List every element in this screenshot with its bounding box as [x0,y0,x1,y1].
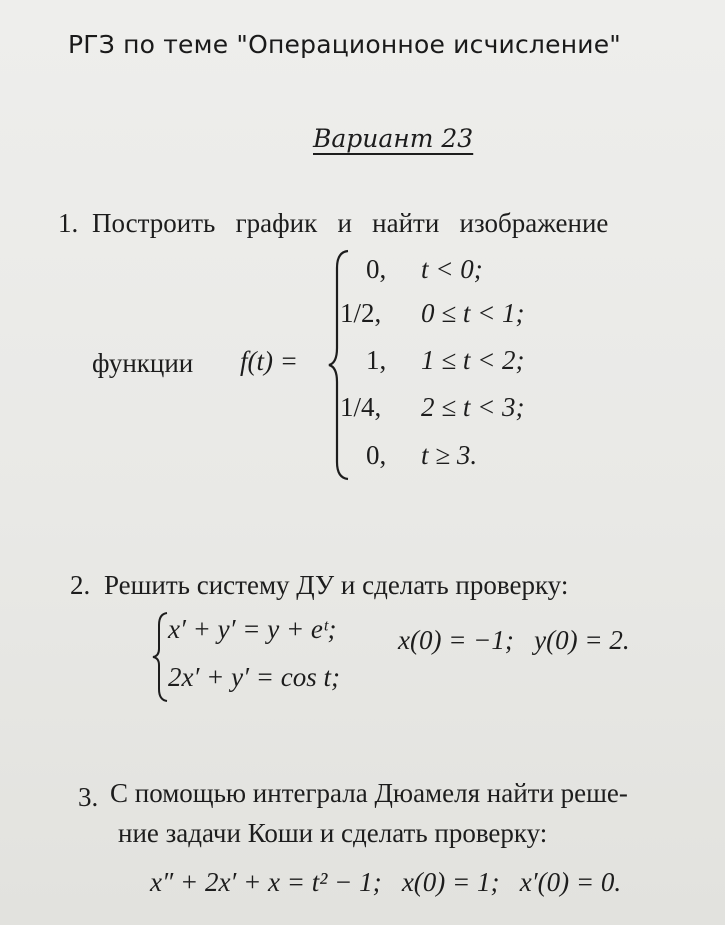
task2-initial-conditions: x(0) = −1; y(0) = 2. [398,625,630,655]
variant-heading: Вариант 23 [313,124,474,153]
task1-function-lhs: f(t) = [240,346,298,376]
task1-function-word: функции [92,348,194,378]
document-title: РГЗ по теме "Операционное исчисление" [68,30,621,59]
case-value: 0, [366,440,387,470]
task3-number: 3. [78,782,99,812]
task3-text-line1: С помощью интеграла Дюамеля найти реше- [110,778,628,808]
case-condition: t ≥ 3. [421,440,478,470]
task2-equation-1: x′ + y′ = y + eᵗ; [168,614,337,644]
case-condition: 2 ≤ t < 3; [421,392,525,422]
case-condition: 0 ≤ t < 1; [421,298,525,328]
task1-number: 1. [58,208,79,238]
task3-text-line2: ние задачи Коши и сделать проверку: [118,818,548,848]
task3-equation: x″ + 2x′ + x = t² − 1; x(0) = 1; x′(0) = 0. [150,867,622,897]
case-condition: t < 0; [421,254,483,284]
task2-left-brace [150,611,170,703]
task1-left-brace [326,248,352,482]
task2-equation-2: 2x′ + y′ = cos t; [168,662,340,692]
case-value: 1, [366,345,387,375]
task2-number: 2. [70,570,91,600]
task2-text: Решить систему ДУ и сделать проверку: [104,570,569,600]
case-value: 1/4, [340,392,382,422]
case-condition: 1 ≤ t < 2; [421,345,525,375]
case-value: 1/2, [340,298,382,328]
task1-text: Построить график и найти изображение [92,208,609,238]
case-value: 0, [366,254,387,284]
